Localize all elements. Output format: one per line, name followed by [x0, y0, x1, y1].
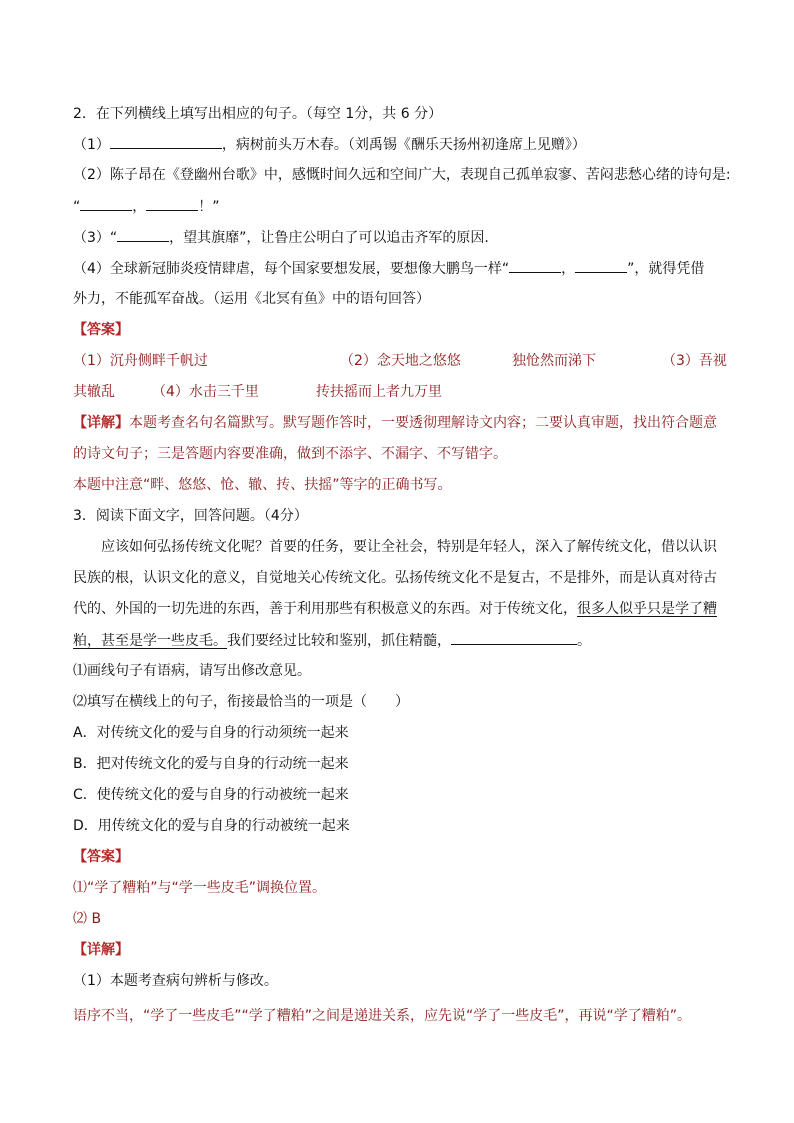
- q2-item3-suffix: ，望其旗靡”，让鲁庄公明白了可以追击齐军的原因.: [169, 230, 489, 246]
- answer-1: ⑴“学了糟粕”与“学一些皮毛”调换位置。: [73, 880, 327, 896]
- q2-item2-blanks: [73, 196, 220, 217]
- answer-3: 独怆然而涕下: [512, 353, 596, 369]
- fill-blank: [80, 196, 132, 211]
- q2-item1-prefix: （1）: [73, 137, 110, 153]
- open-quote: “: [73, 199, 81, 215]
- detail-line-2: 的诗文句子；三是答题内容要准确，做到不添字、不漏字、不写错字。: [73, 446, 507, 462]
- detail-label: 【详解】: [73, 942, 129, 958]
- answer-1: （1）沉舟侧畔千帆过: [73, 353, 208, 369]
- answer-2: （2）念天地之悠悠: [340, 353, 461, 369]
- comma: ，: [132, 199, 147, 215]
- detail-line-1: （1）本题考查病句辨析与修改。: [73, 973, 278, 989]
- answer-6: （4）水击三千里: [152, 384, 259, 400]
- sub-question-2: ⑵填写在横线上的句子，衔接最恰当的一项是（ ）: [73, 694, 409, 710]
- q2-item2: （2）陈子昂在《登幽州台歌》中，感慨时间久远和空间广大，表现自己孤单寂寥、苦闷悲愁心绪的诗句是:: [73, 167, 731, 183]
- q2-item3: [73, 227, 489, 248]
- detail-line-2: 语序不当，“学了一些皮毛”“学了糟粕”之间是递进关系，应先说“学了一些皮毛”，再说“学了糟粕”。: [73, 1008, 692, 1024]
- underlined-sentence: 很多人似乎只是学了糟: [577, 601, 717, 617]
- fill-blank: [451, 630, 577, 645]
- answer-5: 其辙乱: [73, 384, 115, 400]
- underlined-sentence-end: 粕，甚至是学一些皮毛。: [73, 633, 227, 649]
- passage-text: 我们要经过比较和鉴别，抓住精髓，: [227, 633, 451, 649]
- fill-blank: [146, 196, 198, 211]
- option-a: A．对传统文化的爱与自身的行动须统一起来: [73, 725, 349, 741]
- option-b: B．把对传统文化的爱与自身的行动统一起来: [73, 756, 349, 772]
- q2-item4-line2: 外力，不能孤军奋战。（运用《北冥有鱼》中的语句回答）: [73, 291, 430, 307]
- option-d: D．用传统文化的爱与自身的行动被统一起来: [73, 818, 350, 834]
- q2-item4-prefix: （4）全球新冠肺炎疫情肆虐，每个国家要想发展，要想像大鹏鸟一样“: [73, 261, 510, 277]
- q2-item4-suffix: ”，就得凭借: [627, 261, 705, 277]
- answer-2: ⑵ B: [73, 911, 102, 927]
- fill-blank: [110, 134, 222, 149]
- fill-blank: [117, 227, 169, 242]
- passage-line-2: 民族的根，认识文化的意义，自觉地关心传统文化。弘扬传统文化不是复古，不是排外，而是认真对待古: [73, 570, 717, 586]
- q2-item1: [73, 134, 586, 155]
- option-c: C．使传统文化的爱与自身的行动被统一起来: [73, 787, 349, 803]
- detail-text: 本题考查名句名篇默写。默写题作答时，一要透彻理解诗文内容；二要认真审题，找出符合题意: [129, 415, 717, 431]
- passage-line-3: [73, 599, 717, 619]
- q3-title: 3．阅读下面文字，回答问题。（4分）: [73, 508, 308, 524]
- answer-4: （3）吾视: [662, 353, 727, 369]
- passage-text: 代的、外国的一切先进的东西，善于利用那些有积极意义的东西。对于传统文化，: [73, 601, 577, 617]
- q2-item4: [73, 258, 704, 279]
- fill-blank: [509, 258, 561, 273]
- q2-title: 2．在下列横线上填写出相应的句子。（每空 1分，共 6 分）: [73, 106, 443, 122]
- q2-item3-prefix: （3）“: [73, 230, 118, 246]
- detail-label: 【详解】: [73, 415, 129, 431]
- detail-note: 本题中注意“畔、悠悠、怆、辙、抟、扶摇”等字的正确书写。: [73, 477, 452, 493]
- sub-question-1: ⑴画线句子有语病，请写出修改意见。: [73, 663, 311, 679]
- detail-line-1: [73, 413, 717, 433]
- passage-line-1: 应该如何弘扬传统文化呢？首要的任务，要让全社会，特别是年轻人，深入了解传统文化，借以认识: [101, 539, 717, 555]
- fill-blank: [575, 258, 627, 273]
- answer-7: 抟扶摇而上者九万里: [316, 384, 442, 400]
- passage-line-4: [73, 630, 591, 651]
- answer-label: 【答案】: [73, 849, 129, 865]
- comma: ，: [561, 261, 576, 277]
- close-quote: ！”: [198, 199, 220, 215]
- period: 。: [577, 633, 591, 649]
- q2-item1-suffix: ，病树前头万木春。（刘禹锡《酬乐天扬州初逢席上见赠》）: [221, 137, 586, 153]
- answer-label: 【答案】: [73, 322, 129, 338]
